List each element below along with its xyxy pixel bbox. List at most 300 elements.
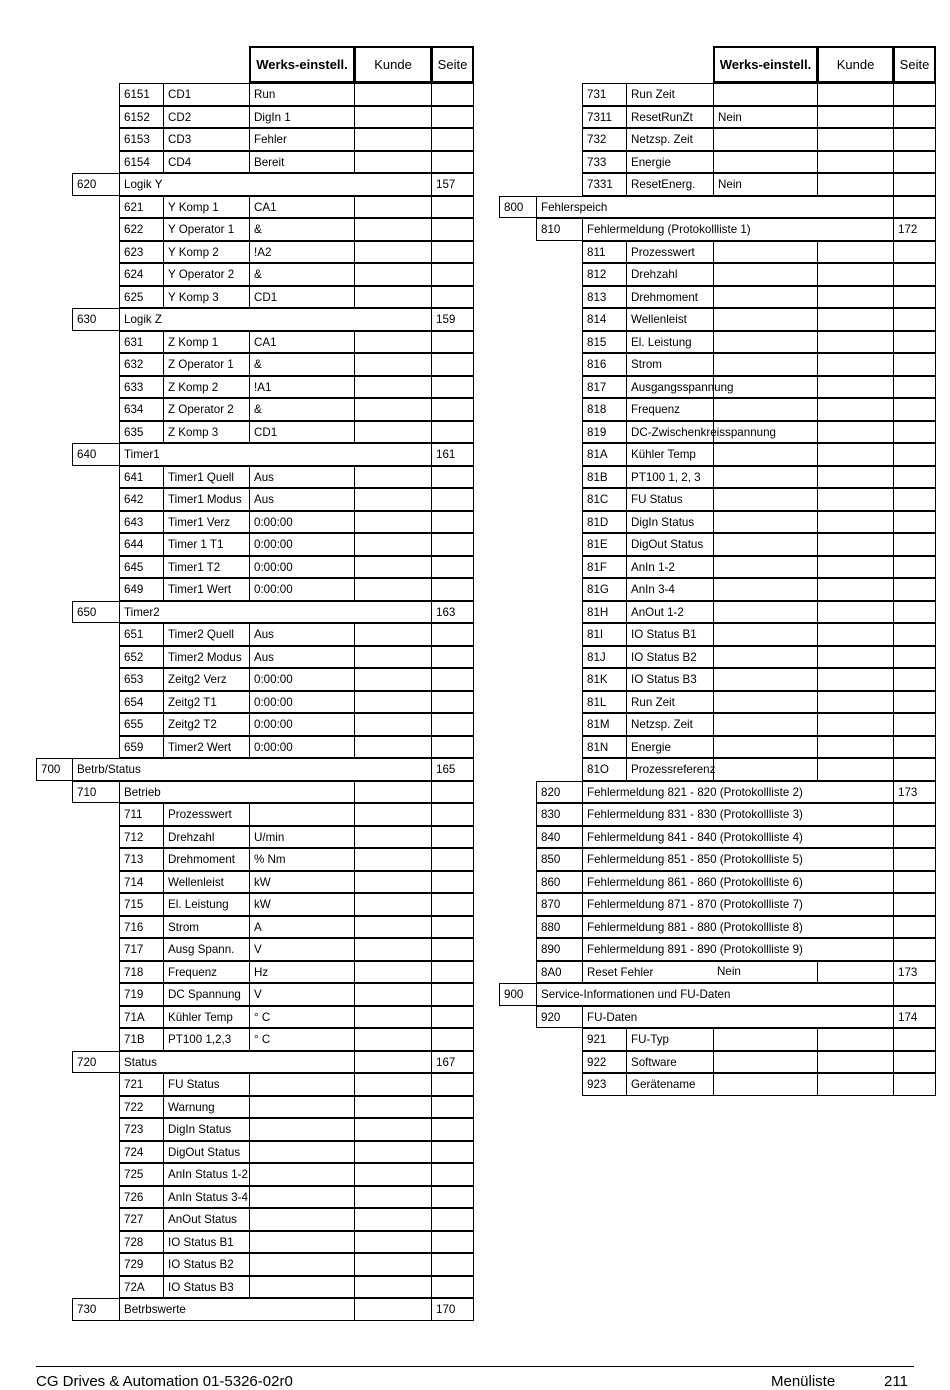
row-name: Timer1 T2 bbox=[163, 556, 250, 579]
row-number: 633 bbox=[119, 376, 164, 399]
row-seite-value bbox=[893, 83, 936, 106]
row-seite-value bbox=[893, 713, 936, 736]
row-number: 624 bbox=[119, 263, 164, 286]
row-seite-value bbox=[431, 1096, 474, 1119]
row-name: Fehlermeldung 881 - 880 (Protokollliste 8) bbox=[582, 916, 894, 939]
row-seite-value bbox=[431, 106, 474, 129]
row-seite-value bbox=[893, 601, 936, 624]
row-seite-value bbox=[893, 241, 936, 264]
row-name: Timer1 Verz bbox=[163, 511, 250, 534]
row-name: Z Komp 1 bbox=[163, 331, 250, 354]
row-kunde-value bbox=[354, 421, 432, 444]
row-kunde-value bbox=[354, 398, 432, 421]
row-seite-value: 174 bbox=[893, 1006, 936, 1029]
row-name: Y Komp 2 bbox=[163, 241, 250, 264]
row-name: DigOut Status bbox=[163, 1141, 250, 1164]
row-seite-value: 172 bbox=[893, 218, 936, 241]
row-werks-value: DigIn 1 bbox=[249, 106, 355, 129]
row-number: 620 bbox=[72, 173, 120, 196]
row-number: 890 bbox=[536, 938, 583, 961]
row-number: 652 bbox=[119, 646, 164, 669]
row-kunde-value bbox=[354, 871, 432, 894]
row-name: Betrieb bbox=[119, 781, 355, 804]
row-kunde-value bbox=[817, 691, 894, 714]
row-werks-value bbox=[249, 1253, 355, 1276]
row-name: ResetEnerg. bbox=[626, 173, 714, 196]
row-seite-value bbox=[893, 196, 936, 219]
row-seite-value bbox=[893, 511, 936, 534]
row-kunde-value bbox=[354, 218, 432, 241]
row-name: Y Komp 1 bbox=[163, 196, 250, 219]
row-number: 813 bbox=[582, 286, 627, 309]
row-number: 81K bbox=[582, 668, 627, 691]
row-name: Fehlermeldung 891 - 890 (Protokollliste 9) bbox=[582, 938, 894, 961]
row-number: 850 bbox=[536, 848, 583, 871]
row-seite-value bbox=[893, 1073, 936, 1096]
row-name: FU Status bbox=[626, 488, 714, 511]
row-kunde-value bbox=[354, 668, 432, 691]
row-number: 641 bbox=[119, 466, 164, 489]
row-kunde-value bbox=[817, 286, 894, 309]
row-seite-value bbox=[431, 488, 474, 511]
row-werks-value bbox=[713, 691, 818, 714]
row-number: 71A bbox=[119, 1006, 164, 1029]
row-kunde-value bbox=[354, 1096, 432, 1119]
row-number: 81L bbox=[582, 691, 627, 714]
row-werks-value: & bbox=[249, 263, 355, 286]
row-number: 725 bbox=[119, 1163, 164, 1186]
row-name: Ausgangsspannung bbox=[626, 376, 714, 399]
row-seite-value bbox=[431, 893, 474, 916]
row-werks-value: Fehler bbox=[249, 128, 355, 151]
row-kunde-value bbox=[817, 421, 894, 444]
row-seite-value bbox=[893, 331, 936, 354]
row-seite-value bbox=[893, 803, 936, 826]
row-seite-value bbox=[431, 353, 474, 376]
row-werks-value bbox=[713, 263, 818, 286]
row-name: CD4 bbox=[163, 151, 250, 174]
row-name: Prozesswert bbox=[626, 241, 714, 264]
row-werks-value: 0:00:00 bbox=[249, 511, 355, 534]
row-name: Z Operator 1 bbox=[163, 353, 250, 376]
row-werks-value bbox=[249, 1141, 355, 1164]
row-number: 640 bbox=[72, 443, 120, 466]
row-seite-value bbox=[431, 691, 474, 714]
row-number: 730 bbox=[72, 1298, 120, 1321]
row-name: PT100 1, 2, 3 bbox=[626, 466, 714, 489]
row-kunde-value bbox=[354, 196, 432, 219]
row-werks-value: Hz bbox=[249, 961, 355, 984]
row-werks-value bbox=[713, 466, 818, 489]
row-kunde-value bbox=[817, 106, 894, 129]
row-number: 840 bbox=[536, 826, 583, 849]
row-seite-value bbox=[431, 826, 474, 849]
row-kunde-value bbox=[817, 443, 894, 466]
row-number: 6151 bbox=[119, 83, 164, 106]
row-seite-value bbox=[431, 286, 474, 309]
row-werks-value bbox=[713, 286, 818, 309]
row-seite-value bbox=[893, 736, 936, 759]
row-number: 921 bbox=[582, 1028, 627, 1051]
row-kunde-value bbox=[354, 1141, 432, 1164]
row-seite-value bbox=[431, 556, 474, 579]
row-kunde-value bbox=[817, 1051, 894, 1074]
row-kunde-value bbox=[354, 1163, 432, 1186]
row-number: 81M bbox=[582, 713, 627, 736]
row-name: Energie bbox=[626, 151, 714, 174]
row-seite-value bbox=[893, 623, 936, 646]
row-seite-value bbox=[893, 263, 936, 286]
row-seite-value bbox=[893, 646, 936, 669]
row-seite-value: 163 bbox=[431, 601, 474, 624]
row-seite-value bbox=[431, 1163, 474, 1186]
row-number: 820 bbox=[536, 781, 583, 804]
row-number: 713 bbox=[119, 848, 164, 871]
row-kunde-value bbox=[817, 668, 894, 691]
row-number: 722 bbox=[119, 1096, 164, 1119]
row-name: DC Spannung bbox=[163, 983, 250, 1006]
row-seite-value bbox=[431, 533, 474, 556]
row-name: Wellenleist bbox=[163, 871, 250, 894]
row-number: 817 bbox=[582, 376, 627, 399]
row-seite-value: 173 bbox=[893, 961, 936, 984]
row-name: Z Komp 3 bbox=[163, 421, 250, 444]
row-werks-value bbox=[249, 1163, 355, 1186]
row-name: Timer1 Modus bbox=[163, 488, 250, 511]
row-name: AnOut Status bbox=[163, 1208, 250, 1231]
row-number: 81D bbox=[582, 511, 627, 534]
row-kunde-value bbox=[817, 376, 894, 399]
row-number: 81G bbox=[582, 578, 627, 601]
row-name: Drehmoment bbox=[163, 848, 250, 871]
row-seite-value bbox=[431, 623, 474, 646]
row-number: 621 bbox=[119, 196, 164, 219]
row-name: Run Zeit bbox=[626, 691, 714, 714]
row-number: 900 bbox=[499, 983, 537, 1006]
row-seite-value bbox=[431, 1186, 474, 1209]
row-number: 6154 bbox=[119, 151, 164, 174]
row-werks-value bbox=[713, 241, 818, 264]
row-werks-value: !A2 bbox=[249, 241, 355, 264]
row-kunde-value bbox=[817, 173, 894, 196]
row-kunde-value bbox=[354, 1051, 432, 1074]
row-number: 800 bbox=[499, 196, 537, 219]
row-seite-value bbox=[431, 83, 474, 106]
row-werks-value: 0:00:00 bbox=[249, 736, 355, 759]
row-seite-value bbox=[893, 443, 936, 466]
row-seite-value bbox=[893, 938, 936, 961]
row-number: 818 bbox=[582, 398, 627, 421]
row-kunde-value bbox=[354, 466, 432, 489]
row-seite-value bbox=[431, 398, 474, 421]
row-werks-value: & bbox=[249, 218, 355, 241]
row-number: 733 bbox=[582, 151, 627, 174]
row-werks-value bbox=[713, 353, 818, 376]
row-name: AnOut 1-2 bbox=[626, 601, 714, 624]
row-name: El. Leistung bbox=[626, 331, 714, 354]
row-werks-value bbox=[249, 1276, 355, 1299]
row-name: Fehlermeldung 841 - 840 (Protokollliste 4) bbox=[582, 826, 894, 849]
row-name: Zeitg2 T2 bbox=[163, 713, 250, 736]
row-number: 720 bbox=[72, 1051, 120, 1074]
row-name: Timer1 Quell bbox=[163, 466, 250, 489]
row-number: 81O bbox=[582, 758, 627, 781]
row-seite-value: 159 bbox=[431, 308, 474, 331]
row-name: Strom bbox=[626, 353, 714, 376]
row-name: PT100 1,2,3 bbox=[163, 1028, 250, 1051]
row-werks-value: 0:00:00 bbox=[249, 578, 355, 601]
row-number: 920 bbox=[536, 1006, 583, 1029]
row-werks-value: Aus bbox=[249, 488, 355, 511]
row-number: 711 bbox=[119, 803, 164, 826]
row-number: 659 bbox=[119, 736, 164, 759]
row-number: 645 bbox=[119, 556, 164, 579]
row-werks-value: 0:00:00 bbox=[249, 691, 355, 714]
row-werks-value bbox=[713, 1028, 818, 1051]
row-seite-value bbox=[431, 241, 474, 264]
row-number: 632 bbox=[119, 353, 164, 376]
row-werks-value bbox=[249, 1073, 355, 1096]
row-number: 622 bbox=[119, 218, 164, 241]
row-kunde-value bbox=[354, 1028, 432, 1051]
row-number: 712 bbox=[119, 826, 164, 849]
row-kunde-value bbox=[354, 893, 432, 916]
row-werks-value: & bbox=[249, 353, 355, 376]
row-name: Kühler Temp bbox=[626, 443, 714, 466]
row-seite-value bbox=[893, 983, 936, 1006]
row-seite-value bbox=[431, 713, 474, 736]
row-seite-value bbox=[431, 511, 474, 534]
row-werks-value: 0:00:00 bbox=[249, 533, 355, 556]
row-kunde-value bbox=[817, 151, 894, 174]
row-werks-value bbox=[713, 443, 818, 466]
row-name: Timer2 Modus bbox=[163, 646, 250, 669]
row-name: Fehlermeldung (Protokollliste 1) bbox=[582, 218, 894, 241]
row-werks-value bbox=[713, 601, 818, 624]
row-number: 644 bbox=[119, 533, 164, 556]
row-kunde-value bbox=[354, 151, 432, 174]
row-name: Fehlermeldung 821 - 820 (Protokollliste 2) bbox=[582, 781, 894, 804]
row-name: Kühler Temp bbox=[163, 1006, 250, 1029]
row-kunde-value bbox=[354, 916, 432, 939]
row-name: Prozessreferenz bbox=[626, 758, 714, 781]
row-number: 81J bbox=[582, 646, 627, 669]
row-seite-value bbox=[893, 488, 936, 511]
row-number: 81E bbox=[582, 533, 627, 556]
row-number: 719 bbox=[119, 983, 164, 1006]
row-name: CD3 bbox=[163, 128, 250, 151]
row-number: 815 bbox=[582, 331, 627, 354]
row-number: 726 bbox=[119, 1186, 164, 1209]
row-name: Y Operator 1 bbox=[163, 218, 250, 241]
row-name: Fehlermeldung 831 - 830 (Protokollliste 3) bbox=[582, 803, 894, 826]
row-werks-value bbox=[713, 533, 818, 556]
row-number: 634 bbox=[119, 398, 164, 421]
row-name: Z Komp 2 bbox=[163, 376, 250, 399]
row-seite-value bbox=[893, 1028, 936, 1051]
row-seite-value bbox=[893, 848, 936, 871]
row-seite-value bbox=[431, 578, 474, 601]
row-werks-value bbox=[713, 128, 818, 151]
row-number: 71B bbox=[119, 1028, 164, 1051]
row-number: 727 bbox=[119, 1208, 164, 1231]
row-seite-value bbox=[893, 893, 936, 916]
row-name: Drehmoment bbox=[626, 286, 714, 309]
row-werks-value bbox=[713, 511, 818, 534]
row-name: Timer2 Quell bbox=[163, 623, 250, 646]
row-seite-value bbox=[893, 151, 936, 174]
row-name: DigIn Status bbox=[163, 1118, 250, 1141]
row-seite-value bbox=[893, 308, 936, 331]
row-seite-value bbox=[431, 218, 474, 241]
row-number: 718 bbox=[119, 961, 164, 984]
row-name: Fehlermeldung 851 - 850 (Protokollliste 5) bbox=[582, 848, 894, 871]
row-name: Fehlermeldung 861 - 860 (Protokollliste 6) bbox=[582, 871, 894, 894]
row-seite-value bbox=[431, 871, 474, 894]
row-name: DigIn Status bbox=[626, 511, 714, 534]
row-kunde-value bbox=[817, 533, 894, 556]
row-werks-value: kW bbox=[249, 871, 355, 894]
row-kunde-value bbox=[817, 488, 894, 511]
row-seite-value bbox=[431, 1006, 474, 1029]
row-werks-value bbox=[249, 1231, 355, 1254]
row-seite-value bbox=[893, 353, 936, 376]
row-seite-value bbox=[431, 848, 474, 871]
row-werks-value: Aus bbox=[249, 646, 355, 669]
row-name: Strom bbox=[163, 916, 250, 939]
row-kunde-value bbox=[817, 466, 894, 489]
row-name: Netzsp. Zeit bbox=[626, 128, 714, 151]
row-seite-value: 157 bbox=[431, 173, 474, 196]
row-kunde-value bbox=[354, 961, 432, 984]
row-name: Prozesswert bbox=[163, 803, 250, 826]
row-name: Timer 1 T1 bbox=[163, 533, 250, 556]
row-seite-value bbox=[893, 398, 936, 421]
row-werks-value bbox=[713, 398, 818, 421]
row-kunde-value bbox=[817, 308, 894, 331]
row-kunde-value bbox=[354, 286, 432, 309]
row-seite-value bbox=[431, 781, 474, 804]
row-kunde-value bbox=[354, 331, 432, 354]
row-werks-value: ° C bbox=[249, 1006, 355, 1029]
footer-rule bbox=[36, 1366, 914, 1367]
row-kunde-value bbox=[354, 623, 432, 646]
header-werks-einstell: Werks-einstell. bbox=[713, 46, 818, 83]
row-name: Drehzahl bbox=[626, 263, 714, 286]
row-kunde-value bbox=[354, 1231, 432, 1254]
row-name: FU Status bbox=[163, 1073, 250, 1096]
row-kunde-value bbox=[817, 398, 894, 421]
row-seite-value bbox=[893, 668, 936, 691]
row-number: 816 bbox=[582, 353, 627, 376]
row-seite-value bbox=[893, 466, 936, 489]
row-kunde-value bbox=[354, 376, 432, 399]
row-number: 7311 bbox=[582, 106, 627, 129]
row-kunde-value bbox=[354, 1253, 432, 1276]
row-kunde-value bbox=[817, 331, 894, 354]
row-werks-value bbox=[713, 668, 818, 691]
header-kunde: Kunde bbox=[817, 46, 894, 83]
row-kunde-value bbox=[817, 646, 894, 669]
row-werks-value: kW bbox=[249, 893, 355, 916]
row-seite-value bbox=[431, 128, 474, 151]
row-kunde-value bbox=[354, 353, 432, 376]
row-seite-value bbox=[893, 871, 936, 894]
row-number: 880 bbox=[536, 916, 583, 939]
row-name: IO Status B1 bbox=[163, 1231, 250, 1254]
row-name: DigOut Status bbox=[626, 533, 714, 556]
row-seite-value bbox=[893, 106, 936, 129]
row-werks-value bbox=[713, 623, 818, 646]
row-number: 732 bbox=[582, 128, 627, 151]
row-number: 870 bbox=[536, 893, 583, 916]
row-kunde-value bbox=[354, 533, 432, 556]
row-seite-value bbox=[893, 376, 936, 399]
row-seite-value bbox=[431, 646, 474, 669]
row-werks-value bbox=[249, 1118, 355, 1141]
row-seite-value bbox=[893, 286, 936, 309]
row-kunde-value bbox=[354, 1006, 432, 1029]
row-seite-value bbox=[431, 668, 474, 691]
row-number: 728 bbox=[119, 1231, 164, 1254]
row-werks-value: 0:00:00 bbox=[249, 556, 355, 579]
row-seite-value bbox=[893, 691, 936, 714]
row-seite-value bbox=[431, 961, 474, 984]
row-werks-value: V bbox=[249, 938, 355, 961]
row-number: 830 bbox=[536, 803, 583, 826]
row-kunde-value bbox=[817, 601, 894, 624]
row-kunde-value bbox=[354, 1276, 432, 1299]
row-werks-value bbox=[713, 421, 818, 444]
row-seite-value bbox=[431, 983, 474, 1006]
row-name: FU-Daten bbox=[582, 1006, 894, 1029]
row-name: FU-Typ bbox=[626, 1028, 714, 1051]
row-werks-value: CD1 bbox=[249, 286, 355, 309]
row-name: Z Operator 2 bbox=[163, 398, 250, 421]
row-kunde-value bbox=[817, 511, 894, 534]
row-kunde-value bbox=[354, 1186, 432, 1209]
row-number: 81I bbox=[582, 623, 627, 646]
row-number: 625 bbox=[119, 286, 164, 309]
row-seite-value bbox=[431, 376, 474, 399]
row-werks-value bbox=[713, 83, 818, 106]
row-werks-value bbox=[249, 803, 355, 826]
row-seite-value bbox=[893, 421, 936, 444]
row-name: AnIn Status 3-4 bbox=[163, 1186, 250, 1209]
row-kunde-value bbox=[354, 646, 432, 669]
row-number: 923 bbox=[582, 1073, 627, 1096]
footer-company: CG Drives & Automation 01-5326-02r0 bbox=[36, 1373, 293, 1390]
row-name: Y Operator 2 bbox=[163, 263, 250, 286]
row-kunde-value bbox=[354, 556, 432, 579]
row-seite-value bbox=[893, 758, 936, 781]
row-seite-value bbox=[431, 421, 474, 444]
row-number: 81C bbox=[582, 488, 627, 511]
row-number: 729 bbox=[119, 1253, 164, 1276]
row-kunde-value bbox=[817, 578, 894, 601]
row-name: El. Leistung bbox=[163, 893, 250, 916]
row-kunde-value bbox=[354, 736, 432, 759]
row-seite-value bbox=[431, 196, 474, 219]
row-werks-value: Nein bbox=[713, 173, 818, 196]
row-number: 715 bbox=[119, 893, 164, 916]
row-name: Wellenleist bbox=[626, 308, 714, 331]
row-werks-value bbox=[249, 1186, 355, 1209]
row-name: Timer2 Wert bbox=[163, 736, 250, 759]
row-kunde-value bbox=[354, 826, 432, 849]
row-werks-value bbox=[713, 488, 818, 511]
row-werks-value bbox=[713, 308, 818, 331]
